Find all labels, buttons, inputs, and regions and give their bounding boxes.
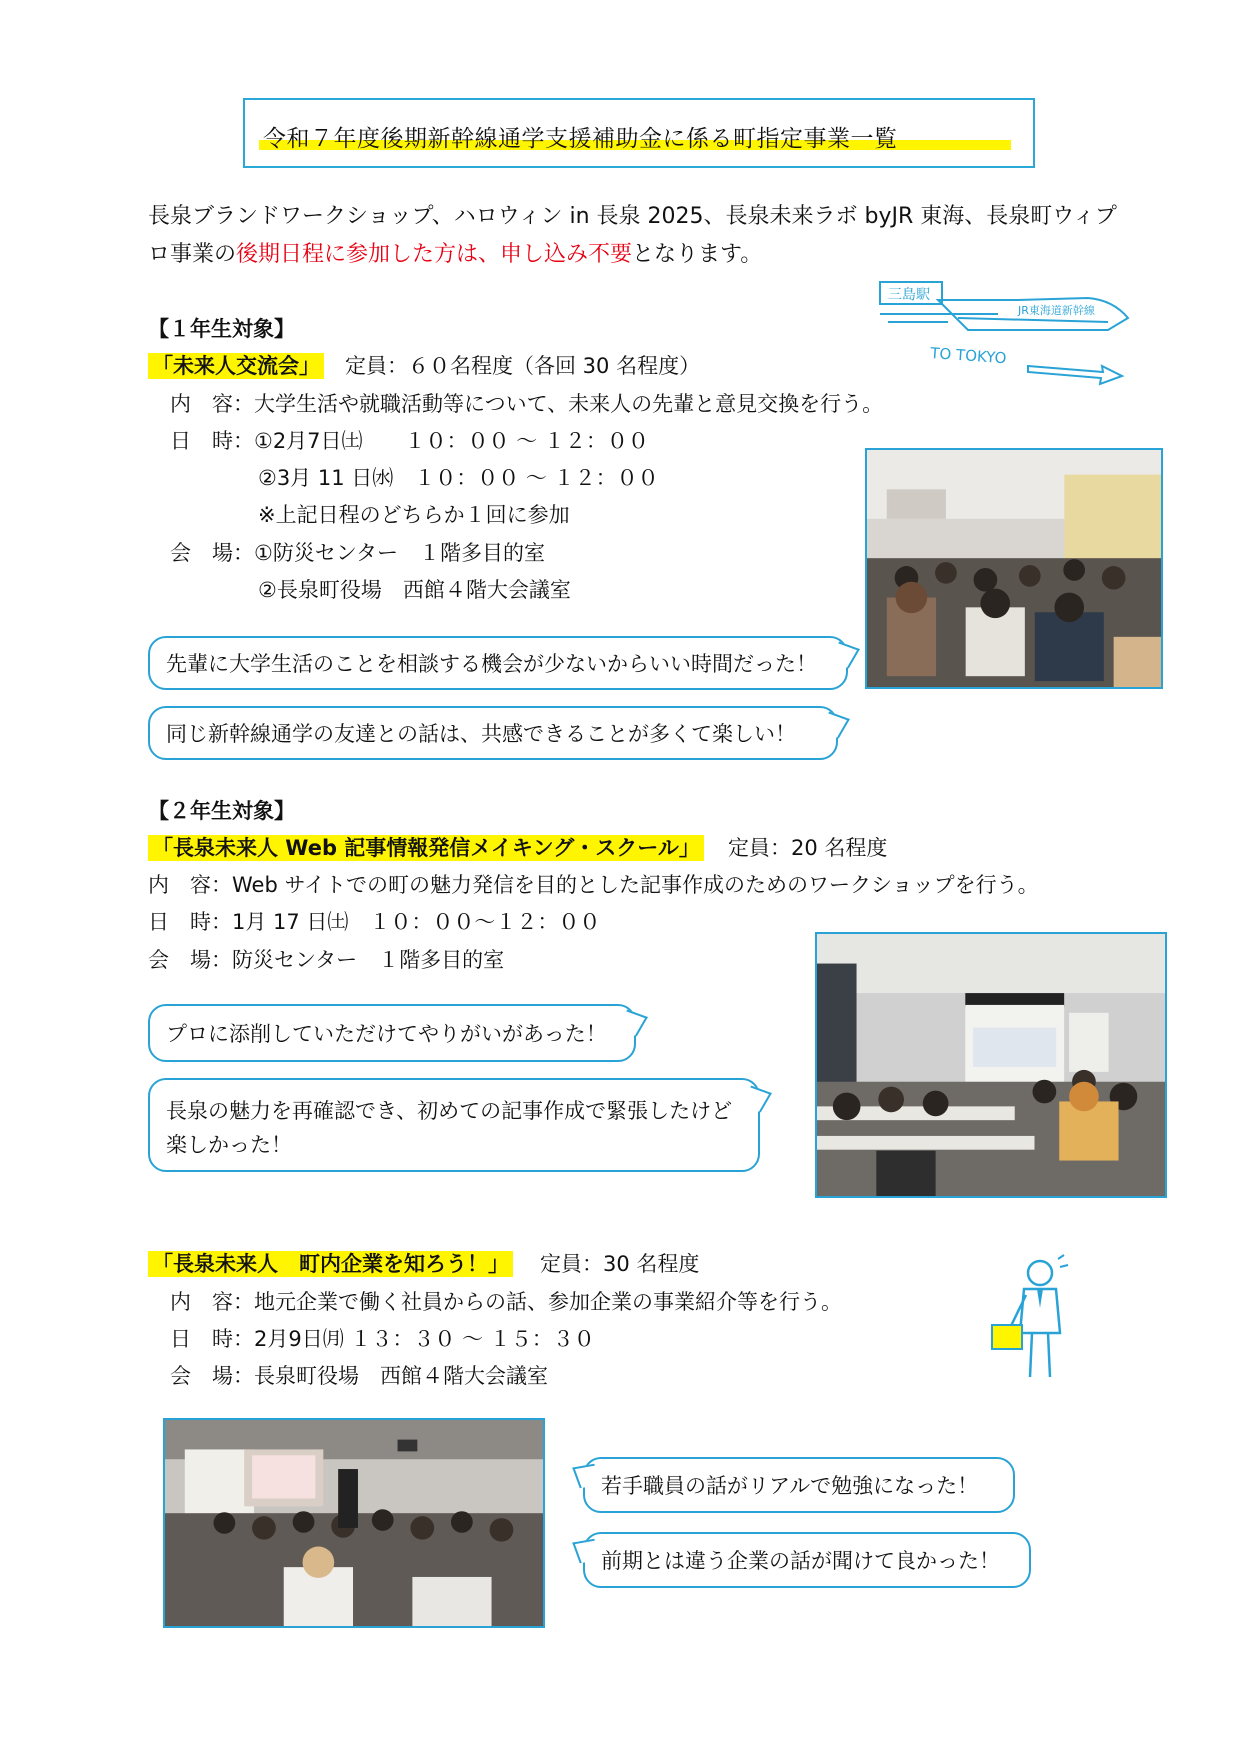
section1-photo [865, 448, 1163, 689]
section1-heading: 【１年生対象】 [148, 317, 295, 341]
bubble-tail [572, 1464, 602, 1489]
section3-comment2-text: 前期とは違う企業の話が聞けて良かった！ [601, 1549, 1000, 1573]
section2-comment2 [148, 1078, 760, 1172]
section2-capacity: 定員：20 名程度 [728, 836, 888, 860]
page-title: 令和７年度後期新幹線通学支援補助金に係る町指定事業一覧 [263, 126, 898, 152]
section2-event-name [148, 832, 704, 862]
section3-date: 日 時：2月9日㈪ １３：３０ ～ １５：３０ [170, 1327, 595, 1351]
intro-part2: となります。 [632, 242, 763, 267]
section1-capacity: 定員：６０名程度（各回 30 名程度） [345, 354, 701, 378]
section1-venue1: 会 場：①防災センター １階多目的室 [170, 541, 545, 565]
bubble-tail [616, 1010, 648, 1037]
section2-photo [815, 932, 1167, 1198]
intro-text [148, 198, 1128, 274]
section3-capacity: 定員：30 名程度 [540, 1252, 700, 1276]
stamp-station: 三島駅 [888, 287, 930, 303]
section2-date: 日 時：1月 17 日㈯ １０：００～１２：００ [148, 910, 601, 934]
section1-content: 内 容：大学生活や就職活動等について、未来人の先輩と意見交換を行う。 [170, 392, 884, 416]
section1-date1: 日 時：①2月7日㈯ １０：００ ～ １２：００ [170, 429, 649, 453]
section2-comment2-line1: 長泉の魅力を再確認でき、初めての記事作成で緊張したけど [166, 1099, 733, 1123]
station-stamp-illustration [878, 278, 1138, 390]
stamp-line: JR東海道新幹線 [1018, 304, 1095, 317]
section3-content: 内 容：地元企業で働く社員からの話、参加企業の事業紹介等を行う。 [170, 1290, 842, 1314]
section2-venue: 会 場：防災センター １階多目的室 [148, 948, 505, 972]
section1-comment2-text: 同じ新幹線通学の友達との話は、共感できることが多くて楽しい！ [166, 722, 796, 746]
section3-event-name-text: 「長泉未来人 町内企業を知ろう！」 [148, 1251, 513, 1277]
section2-event-name-text: 「長泉未来人 Web 記事情報発信メイキング・スクール」 [148, 835, 704, 861]
intro-part1: 長泉ブランドワークショップ、ハロウィン in 長泉 2025、長泉未来ラボ byJR 東海、長泉町ウィプロ事業の [148, 204, 1117, 267]
title-box [243, 98, 1035, 168]
section2-comment1-text: プロに添削していただけてやりがいがあった！ [166, 1022, 607, 1046]
section3-photo [163, 1418, 545, 1628]
section3-event-name [148, 1248, 513, 1278]
section3-comment1 [583, 1457, 1015, 1513]
section1-comment1-text: 先輩に大学生活のことを相談する機会が少ないからいい時間だった！ [166, 652, 817, 676]
section2-content: 内 容：Web サイトでの町の魅力発信を目的とした記事作成のためのワークショップを行う。 [148, 873, 1039, 897]
section2-comment1 [148, 1004, 636, 1062]
section1-date2: ②3月 11 日㈬ １０：００ ～ １２：００ [258, 466, 659, 490]
bubble-tail [828, 642, 860, 669]
section1-event-name [148, 350, 324, 380]
section3-comment2 [583, 1532, 1031, 1588]
stamp-direction: TO TOKYO [929, 344, 1007, 368]
bubble-tail [572, 1539, 602, 1564]
section2-comment2-line2: 楽しかった！ [166, 1133, 292, 1157]
section1-date-note: ※上記日程のどちらか１回に参加 [258, 503, 570, 527]
section2-heading: 【２年生対象】 [148, 799, 295, 823]
section3-venue: 会 場：長泉町役場 西館４階大会議室 [170, 1364, 548, 1388]
businessperson-illustration [990, 1253, 1090, 1383]
section3-comment1-text: 若手職員の話がリアルで勉強になった！ [601, 1474, 979, 1498]
section1-comment2 [148, 706, 838, 760]
section1-venue2: ②長泉町役場 西館４階大会議室 [258, 578, 571, 602]
bubble-tail [740, 1086, 772, 1113]
section1-event-name-text: 「未来人交流会」 [148, 353, 324, 379]
intro-emphasis: 後期日程に参加した方は、申し込み不要 [236, 242, 633, 267]
section1-comment1 [148, 636, 848, 690]
bubble-tail [818, 712, 850, 739]
